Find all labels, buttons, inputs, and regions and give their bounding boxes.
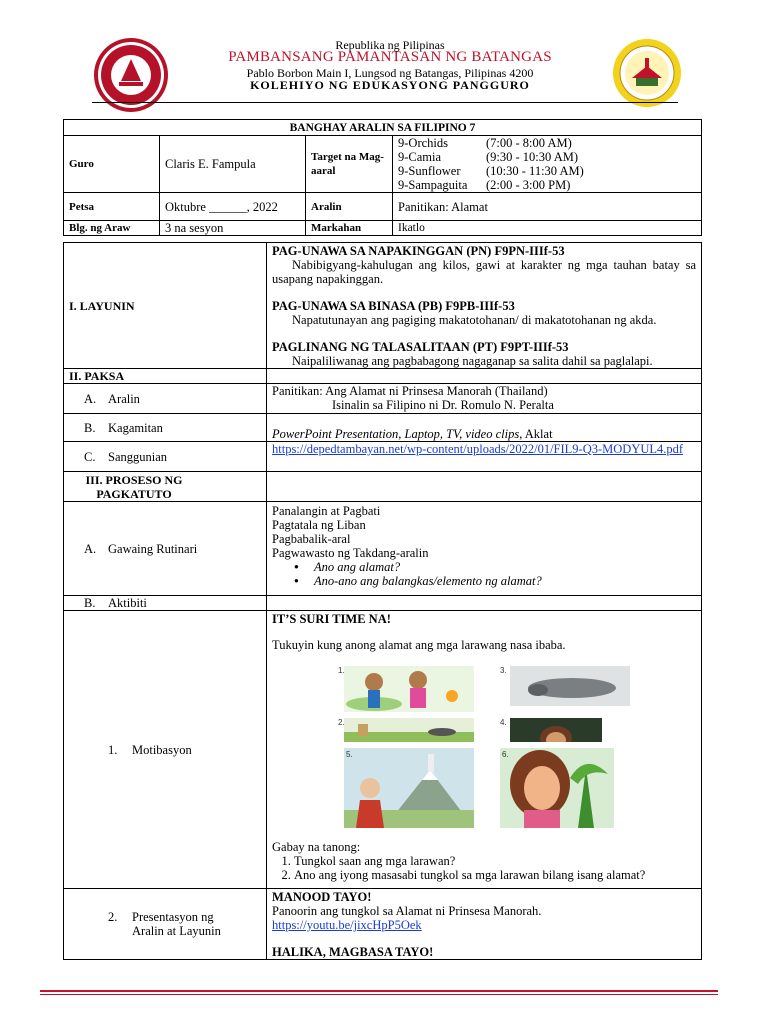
routine-item: Pagbabalik-aral [272, 532, 351, 546]
footer-divider [40, 990, 718, 992]
college-seal-logo [612, 38, 682, 108]
aktibiti-label: B. Aktibiti [64, 596, 267, 611]
kagamitan-label: B. Kagamitan [64, 414, 267, 442]
presentasyon-content [267, 889, 702, 960]
lesson-procedure-table [63, 242, 702, 960]
schedule-row: 9-Sunflower (10:30 - 11:30 AM) [398, 164, 584, 178]
picture-6-girl [500, 748, 614, 828]
motibasyon-label: 1. Motibasyon [64, 611, 267, 889]
paksa-label: II. PAKSA [64, 369, 267, 384]
header-republic: Republika ng Pilipinas [335, 38, 445, 52]
araw-label: Blg. ng Araw [64, 221, 160, 236]
footer-divider-thin [40, 994, 718, 995]
halika-heading: HALIKA, MAGBASA TAYO! [272, 945, 434, 959]
presentasyon-label: 2. Presentasyon ng Aralin at Layunin [64, 889, 267, 960]
lesson-info-table [63, 119, 702, 236]
petsa-label: Petsa [64, 193, 160, 221]
motibasyon-heading: IT’S SURI TIME NA! [272, 612, 391, 626]
objective-text: Nabibigyang-kahulugan ang kilos, gawi at karakter ng mga tauhan batay sa usapang napakinggan. [272, 258, 696, 286]
guide-question: 1. Tungkol saan ang mga larawan? [294, 854, 696, 868]
manood-heading: MANOOD TAYO! [272, 890, 372, 904]
proseso-blank [267, 472, 702, 502]
objective-heading: PAGLINANG NG TALASALITAAN (PT) F9PT-IIIf-53 [272, 340, 569, 354]
review-question: ● Ano-ano ang balangkas/elemento ng alamat? [314, 574, 696, 588]
layunin-content [267, 243, 702, 369]
guide-question: 2. Ano ang iyong masasabi tungkol sa mga larawan bilang isang alamat? [294, 868, 696, 882]
aralin-value: Panitikan: Alamat [393, 193, 702, 221]
header-address: Pablo Borbon Main I, Lungsod ng Batangas, Pilipinas 4200 [246, 66, 534, 80]
paksa-aralin-label: A. Aralin [64, 384, 267, 414]
sanggunian-value [267, 442, 702, 472]
objective-heading: PAG-UNAWA SA NAPAKINGGAN (PN) F9PN-IIIf-53 [272, 244, 565, 258]
guro-label: Guro [64, 136, 160, 193]
motibasyon-instruction: Tukuyin kung anong alamat ang mga larawang nasa ibaba. [272, 638, 566, 652]
markahan-label: Markahan [306, 221, 393, 236]
review-questions [272, 560, 696, 588]
lesson-plan-title: BANGHAY ARALIN SA FILIPINO 7 [64, 120, 702, 136]
kagamitan-value: PowerPoint Presentation, Laptop, TV, video clips, Aklat [267, 414, 702, 442]
picture-4-figure [510, 718, 602, 742]
routine-item: Pagtatala ng Liban [272, 518, 366, 532]
paksa-aralin-value: Panitikan: Ang Alamat ni Prinsesa Manorah (Thailand) Isinalin sa Filipino ni Dr. Romulo N. Peralta [267, 384, 702, 414]
sanggunian-link[interactable]: https://depedtambayan.net/wp-content/uploads/2022/01/FIL9-Q3-MODYUL4.pdf [272, 442, 684, 456]
picture-2-field [344, 718, 474, 742]
aralin-label: Aralin [306, 193, 393, 221]
markahan-value: Ikatlo [393, 221, 702, 236]
picture-3-animal [510, 666, 630, 706]
manood-text: Panoorin ang tungkol sa Alamat ni Prinsesa Manorah. [272, 904, 542, 918]
gabay-label: Gabay na tanong: [272, 840, 361, 854]
aktibiti-blank [267, 596, 702, 611]
gabay-questions [272, 854, 696, 882]
objective-text: Napatutunayan ang pagiging makatotohanan/ di makatotohanan ng akda. [292, 313, 657, 327]
rutinari-label: A. Gawaing Rutinari [64, 502, 267, 596]
review-question: ● Ano ang alamat? [314, 560, 696, 574]
proseso-label: III. PROSESO NG PAGKATUTO [64, 472, 267, 502]
objective-text: Naipaliliwanag ang pagbabagong nagaganap sa salita dahil sa paglalapi. [292, 354, 653, 368]
schedule-row: 9-Camia (9:30 - 10:30 AM) [398, 150, 579, 164]
youtube-link[interactable]: https://youtu.be/jixcHpP5Oek [272, 918, 422, 932]
guro-value: Claris E. Fampula [160, 136, 306, 193]
picture-5-monk-mountain [344, 748, 474, 828]
schedule-cell [393, 136, 702, 193]
motibasyon-content [267, 611, 702, 889]
routine-item: Panalangin at Pagbati [272, 504, 381, 518]
header-college: KOLEHIYO NG EDUKASYONG PANGGURO [250, 78, 530, 92]
petsa-value: Oktubre ______, 2022 [160, 193, 306, 221]
target-label: Target na Mag-aaral [306, 136, 393, 193]
picture-grid: 1. 3. 2. 4. 5. 6. [274, 660, 674, 830]
paksa-blank [267, 369, 702, 384]
layunin-label: I. LAYUNIN [64, 243, 267, 369]
schedule-row: 9-Sampaguita (2:00 - 3:00 PM) [398, 178, 571, 192]
objective-heading: PAG-UNAWA SA BINASA (PB) F9PB-IIIf-53 [272, 299, 515, 313]
routine-item: Pagwawasto ng Takdang-aralin [272, 546, 429, 560]
header-university-name: PAMBANSANG PAMANTASAN NG BATANGAS [228, 49, 552, 65]
header-divider [92, 102, 678, 103]
araw-value: 3 na sesyon [160, 221, 306, 236]
rutinari-content [267, 502, 702, 596]
schedule-row: 9-Orchids (7:00 - 8:00 AM) [398, 136, 572, 150]
sanggunian-label: C. Sanggunian [64, 442, 267, 472]
picture-1-children [344, 666, 474, 712]
